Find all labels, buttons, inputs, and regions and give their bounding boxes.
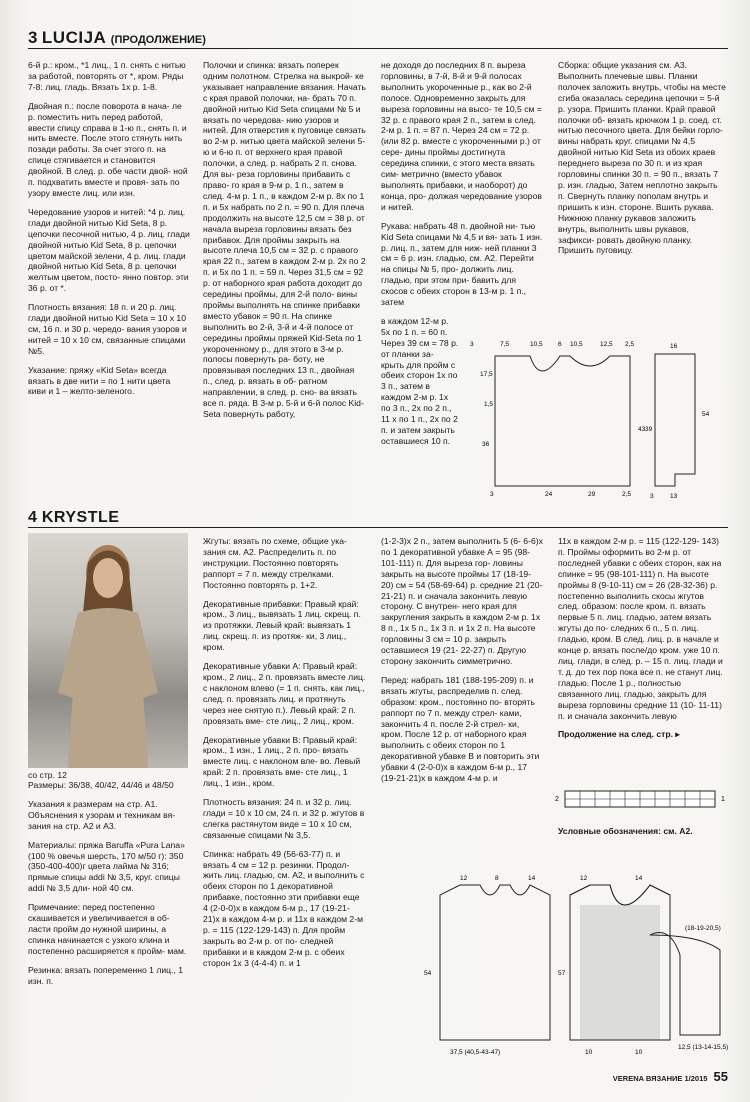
page-footer (613, 1069, 728, 1084)
krystle-schem-label: 12,5 (13-14-15,5) (678, 1044, 729, 1051)
krystle-paragraph: Размеры: 36/38, 40/42, 44/46 и 48/50 (28, 780, 174, 790)
lucija-schem-label: 16 (670, 343, 678, 350)
krystle-schematics (420, 845, 740, 1060)
lucija-schem-label: 2,5 (625, 341, 635, 348)
lucija-schem-label: 2,5 (622, 491, 632, 498)
lucija-schem-label: 36 (482, 441, 490, 448)
lucija-paragraph: Сборка: общие указания см. А3. Выполнить плечевые швы. Планки полочек заложить внутрь, чтобы на месте сгиба оказалась середина цепочки = 5-й р. узора. Пришить планки. Край правой полочки об- вязать крючком 1 р. соед. ст. нитью песочного цвета. Для бейки горло- вины набрать круг. спицами № 4,5 двойной нитью Kid Seta из обоих краев переднего выреза по 30 п. и из края горловины спинки 30 п. = 90 п., вязать 7 р. изн. гладью, Затем неплотно закрыть п. Свернуть планку пополам внутрь и пришить к изн. стороне. Вшить рукава. Нижнюю планку рукавов заложить внутрь, выполнить швы рукавов, зафикси- ровать двойную планку. Пришить пуговицу. (558, 60, 726, 256)
lucija-schem-label: 10,5 (530, 341, 543, 348)
krystle-paragraph: Перед: набрать 181 (188-195-209) п. и вязать жгуты, распределив п. след. образом: кром., постоянно по- вторять раппорт по 7 п. между стрел- ками, закончить 4 п. после 2-й стрел- ки, кром. После 12 р. от наборного края выполнить с обеих сторон по 1 декоративной убавке В и повторить эти убавки 4 (2-0-0)х в каждом 6-м р., 17 (19-21-21)х в каждом 4-м р. и (381, 674, 540, 784)
krystle-paragraph: Спинка: набрать 49 (56-63-77) п. и вязать 4 см = 12 р. резинки. Продол- жить лиц. гладью, см. А2, и выполнить с обеих сторон по 1 декоративной прибавке, постоянно эти прибавки еще 4 (2-0-0)х в каждом 6-м р., 17 (19-21-21)х в каждом 4-м р. и 11х в каждом 2-м р. = 115 (122-129-143) п. Для пройм закрыть во 2-м р. от по- следней прибавки и в каждом 2-м р. с обеих сторон 1х 3 (4-4-4) п. и 1 (203, 848, 365, 968)
lucija-paragraph: Плотность вязания: 18 п. и 20 р. лиц. глади двойной нитью Kid Seta = 10 х 10 см, 16 п. и 30 р. чередо- вания узоров и нитей = 10 х 10 см, связанные спицами №5. (28, 302, 187, 356)
page-number: 55 (713, 1069, 728, 1084)
krystle-paragraph: Резинка: вязать попеременно 1 лиц., 1 изн. п. (28, 964, 184, 986)
section-title: LUCIJA (41, 28, 107, 47)
section-number: 4 (28, 509, 38, 526)
krystle-schem-label: 14 (635, 875, 643, 882)
lucija-schem-label: 39 (645, 426, 653, 433)
lucija-column-4 (558, 60, 726, 264)
lucija-schem-label: 3 (470, 341, 474, 348)
chart-row-label: 2 (555, 796, 559, 803)
lucija-schem-label: 7,5 (500, 341, 510, 348)
lucija-paragraph: Двойная п.: после поворота в нача- ле р. поместить нить перед работой, ввести спицу справа в 1-ю п., снять п. и нить вместе. После этого стянуть нить позади работы. За счет этого п. на спице стягивается и становится двойной. В след. р. обе части двой- ной п. подхватить вместе и провя- зать по узору вместе лиц. или изн. (28, 100, 188, 198)
krystle-column-2 (203, 536, 366, 977)
krystle-schem-label: 12 (460, 875, 468, 882)
lucija-schem-label: 12,5 (600, 341, 613, 348)
legend-text: Условные обозначения: см. А2. (558, 826, 693, 836)
lucija-column-2 (203, 60, 366, 428)
lucija-schem-label: 3 (490, 491, 494, 498)
lucija-paragraph: Рукава: набрать 48 п. двойной ни- тью Kid Seta спицами № 4,5 и вя- зать 1 изн. р. лиц. п., затем для ниж- ней планки 3 см = 6 р. изн. гладью, см. А2. Перейти на спицы № 5, про- должить лиц. гладью, при этом при- бавить для скосов с обеих сторон в 13-м р. 1 п., затем (381, 220, 543, 308)
lucija-schem-label: 17,5 (480, 371, 493, 378)
lucija-schem-label: 24 (545, 491, 553, 498)
lucija-schem-label: 3 (650, 493, 654, 500)
chart-row-label: 1 (721, 796, 725, 803)
krystle-paragraph: Материалы: пряжа Baruffa «Pura Lana» (100 % овечья шерсть, 170 м/50 г): 350 (350-400-400)г цвета лайма № 316; прямые спицы addi № 3,5, круг. спицы addi № 3,5 дли- ной 40 см. (28, 839, 185, 894)
section-header-lucija (28, 28, 728, 49)
krystle-legend (558, 826, 726, 845)
lucija-paragraph: Указание: пряжу «Kid Seta» всегда вязать в две нити = по 1 нити цвета киви и 1 – желто-зеленого. (28, 364, 171, 397)
lucija-schem-label: 43 (638, 426, 646, 433)
krystle-schem-label: 57 (558, 970, 566, 977)
magazine-name: VERENA ВЯЗАНИЕ 1/2015 (612, 1074, 708, 1083)
lucija-paragraph: не доходя до последних 8 п. выреза горловины, в 7-й, 8-й и 9-й полосах выполнить укороченные р., как во 2-й полосе. Одновременно закрыть для выреза горловины на высо- те 10,5 см = 32 р. с правого края 2 п., затем в след. 2-м р. 1 п. = 87 п. Через 24 см = 72 р. (или 82 р. вместе с укороченными р.) от сере- дины проймы достигнута середина спинки, с этого места вязать сим- метрично (вместо убавок выполнять прибавки, и наоборот) до конца, про- должая чередование узоров и нитей. (381, 60, 542, 212)
krystle-paragraph: (1-2-3)х 2 п., затем выполнить 5 (6- 6-6)х по 1 декоративной убавке А = 95 (98-101-111) п. Для выреза гор- ловины закрыть на высоте проймы 17 (18-19-20) см = 54 (58-69-64) р. средние 21 (20-21-21) п. и сначала закончить левую сторону. С внутрен- него края для закругления закрыть в каждом 2-м р. 1х 8 п., 1х 5 п., 1х 3 п. и 1х 2 п. На высоте горловины 3 см = 10 р. закрыть оставшиеся 19 (21- 22-27) п. Другую сторону закончить симметрично. (381, 536, 543, 666)
krystle-paragraph: Жгуты: вязать по схеме, общие ука- зания см. А2. Распределить п. по инструкции. Постоянно повторять раппорт = 7 п. между стрелками. Постоянно повторять р. 1+2. (203, 536, 347, 590)
krystle-paragraph: Указания к размерам на стр. А1. Объяснения к узорам и техникам вя- зания на стр. А2 и А3. (28, 798, 176, 831)
lucija-schem-label: 29 (588, 491, 596, 498)
krystle-schem-label: 12 (580, 875, 588, 882)
lucija-schem-label: 13 (670, 493, 678, 500)
krystle-paragraph: Декоративные убавки А: Правый край: кром., 2 лиц., 2 п. провязать вместе лиц. с наклоном влево (= 1 п. снять, как лиц., след. п. провязать лиц. и протянуть через нее снятую п.). Левый край: 2 п. провязать вме- сте лиц., 2 лиц., кром. (203, 661, 366, 726)
section-subtitle: (ПРОДОЛЖЕНИЕ) (110, 34, 206, 46)
krystle-schem-label: 54 (424, 970, 432, 977)
section-number: 3 (28, 28, 38, 47)
krystle-paragraph: Декоративные прибавки: Правый край: кром., 3 лиц., вывязать 1 лиц. скрещ. п. из протяжки. Левый край: вывязать 1 лиц. скрещ. п. из протяж- ки, 3 лиц., кром. (203, 598, 361, 653)
krystle-schem-label: 10 (585, 1049, 593, 1056)
krystle-schem-label: 10 (635, 1049, 643, 1056)
lucija-schem-label: 1,5 (484, 401, 494, 408)
model-photo (28, 533, 188, 768)
section-header-krystle (28, 509, 728, 528)
lucija-paragraph: в каждом 12-м р. 5х по 1 п. = 60 п. Через 39 см = 78 р. от планки за- крыть для пройм с обеих сторон 1х по 3 п., затем в каждом 2-м р. 1х по 3 п., 2х по 2 п., 11 х по 1 п., 2х по 2 п. и затем закрыть оставшиеся 10 п. (381, 315, 459, 446)
krystle-paragraph: 11х в каждом 2-м р. = 115 (122-129- 143) п. Проймы оформить во 2-м р. от последней убавки с обеих сторон, как на спинке = 95 (98-101-111) п. На высоте проймы 8 (9-10-11) см = 26 (28-32-36) р. постепенно выполнить скосы жгутов след. образом: после кром. п. вязать первые 5 п. лиц. гладью, затем вязать жгуты до по- следних 6 п., 5 п. лиц. гладью, кром. В след. лиц. р. в начале и конце р. вязать после/до кром. уже 10 п. лиц. глади, в след. р. – 15 п. лиц. глади и т. д. до тех пор пока все п. не станут лиц. гладью. После 1 р., полностью связанного лиц. гладью, закрыть для выреза горловины средние 11 (10- 11-11) п. и сначала закончить левую (558, 536, 723, 721)
krystle-paragraph: Плотность вязания: 24 п. и 32 р. лиц. глади = 10 х 10 см, 24 п. и 32 р. жгутов в слегка растянутом виде = 10 х 10 см, связанные спицами № 3,5. (203, 797, 365, 840)
lucija-paragraph: Чередование узоров и нитей: *4 р. лиц. глади двойной нитью Kid Seta, 8 р. цепочки песочной нитью, 4 р. лиц. глади двойной нитью Kid Seta, 8 р. цепочки цветом майской зелени, 4 р. лиц. глади двойной нитью Kid Seta, 8 р. цепочки желтым цветом, посто- янно повтор. эти 36 р. от *. (28, 206, 190, 294)
photo-caption: со стр. 12 (28, 770, 67, 780)
krystle-column-1 (28, 780, 190, 995)
lucija-schem-label: 6 (558, 341, 562, 348)
krystle-schem-label: (18-19-20,5) (685, 925, 721, 932)
lucija-schematic (470, 336, 735, 501)
lucija-paragraph: Полочки и спинка: вязать поперек одним полотном. Стрелка на выкрой- ке указывает направление вязания. Начать с края правой полочки, на- брать 70 п. двойной нитью Kid Seta спицами № 5 и вязать по чередова- нию узоров и нитей. Для отверстия к пуговице связать во 2-м р. нитью цвета майской зелени 5-ю и 6-ю п. от верхнего края правой полочки, а след. р. набрать 2 п. снова. Для вы- реза горловины прибавить с право- го края в 9-м р. 1 п., затем в след. 4-м р. 1 п., в каждом 2-м р. 8х по 1 п. и 5х набрать по 2 п. = 90 п. Для плеча продолжить на высоте 12,5 см = 38 р. от начала выреза горловины вязать без прибавок. Для проймы закрыть на высоте плеча 10,5 см = 32 р. с правого края 22 п., затем в каждом 2-м р. 2х по 2 п. и 5х по 1 п. = 59 п. Через 31,5 см = 92 р. от наборного края работа доходит до середины проймы, для 2-й поло- вины проймы выполнять на спинке прибавки вместо убавок = 90 п. На спинке выполнить во 2-й, 3-й и 4-й полосе от середины проймы пряжей Kid-Seta по 1 укороченному р., для этого в 3-м р. полосы повернуть ра- боту, не провязывая последних 13 п., двойная п., след. р. вязать в об- ратном направлении, в след. р. сно- ва вязать все п. ряда. В 3-м р. 5-й и 6-й полос Kid-Seta повернуть работу, (203, 60, 366, 419)
lucija-column-1 (28, 60, 190, 405)
lucija-schem-label: 10,5 (570, 341, 583, 348)
lucija-paragraph: 6-й р.: кром., *1 лиц., 1 п. снять с нитью за работой, повторять от *, кром. Ряды 7-8: лиц. гладь. Вязать 1х р. 1-8. (28, 60, 186, 92)
krystle-paragraph: Примечание: перед постепенно скашивается и увеличивается в об- ласти пройм до нужной ширины, а спинка начинается с узкого клина и постепенно расширяется к пройм- мам. (28, 902, 187, 956)
krystle-schem-label: 14 (528, 875, 536, 882)
krystle-schem-label: 8 (495, 875, 499, 882)
lucija-schem-label: 54 (702, 411, 710, 418)
model-illustration (28, 533, 188, 768)
krystle-schem-label: 37,5 (40,5-43-47) (450, 1049, 501, 1056)
krystle-column-4 (558, 536, 726, 748)
krystle-paragraph: Декоративные убавки В: Правый край: кром., 1 изн., 1 лиц., 2 п. про- вязать вместе лиц. с наклоном вле- во. Левый край: 2 п. провязать вме- сте лиц., 1 лиц., 1 изн., кром. (203, 734, 361, 789)
section-title: KRYSTLE (41, 509, 120, 526)
cable-chart (555, 785, 735, 815)
krystle-column-3 (381, 536, 543, 792)
continued-label: Продолжение на след. стр. ▸ (558, 729, 680, 740)
